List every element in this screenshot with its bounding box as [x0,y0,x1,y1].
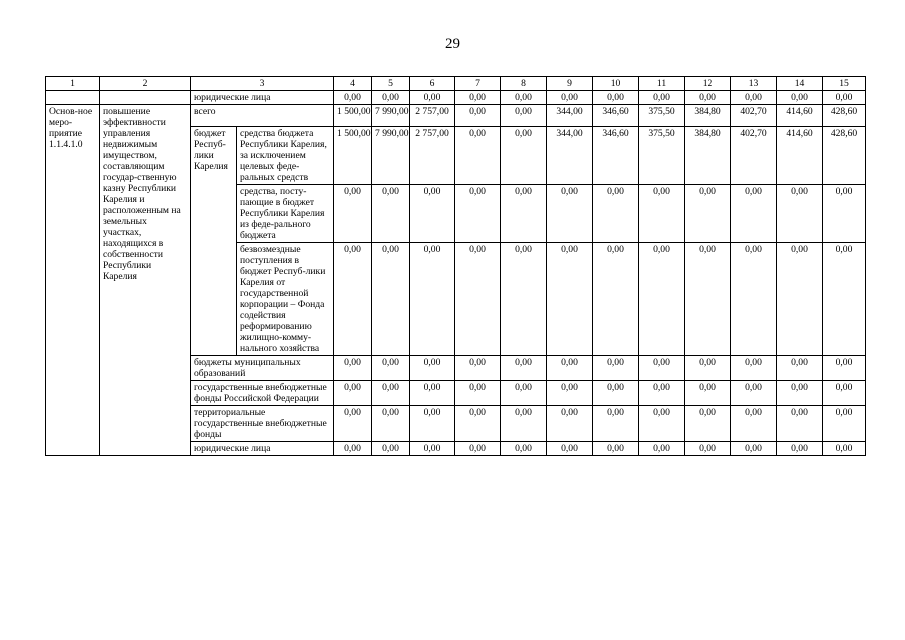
value-cell: 0,00 [593,185,639,243]
value-cell: 0,00 [777,91,823,105]
value-cell: 0,00 [685,185,731,243]
header-cell: 14 [777,77,823,91]
value-cell: 0,00 [547,243,593,356]
row-label: всего [191,105,334,127]
value-cell: 402,70 [731,105,777,127]
value-cell: 0,00 [547,356,593,381]
value-cell: 0,00 [455,243,501,356]
value-cell: 2 757,00 [410,105,455,127]
value-cell: 0,00 [410,381,455,406]
value-cell: 0,00 [410,356,455,381]
value-cell: 0,00 [777,381,823,406]
value-cell: 0,00 [410,185,455,243]
value-cell: 0,00 [334,406,372,442]
value-cell: 0,00 [685,442,731,456]
value-cell: 0,00 [372,356,410,381]
value-cell: 0,00 [777,185,823,243]
value-cell: 0,00 [501,356,547,381]
value-cell: 1 500,00 [334,105,372,127]
value-cell: 0,00 [501,185,547,243]
header-cell: 2 [100,77,191,91]
value-cell: 0,00 [823,185,866,243]
value-cell: 0,00 [334,243,372,356]
value-cell: 0,00 [823,243,866,356]
header-cell: 1 [46,77,100,91]
value-cell: 0,00 [685,406,731,442]
value-cell: 428,60 [823,105,866,127]
header-cell: 15 [823,77,866,91]
row-total [46,105,866,127]
value-cell: 0,00 [547,442,593,456]
header-row [46,77,866,91]
value-cell: 0,00 [823,381,866,406]
value-cell: 414,60 [777,105,823,127]
republic-budget-label: бюджет Респуб-лики Карелия [191,127,237,356]
value-cell: 0,00 [685,91,731,105]
value-cell: 0,00 [501,243,547,356]
row-label: средства бюджета Республики Карелия, за исключением целевых феде-ральных средств [237,127,334,185]
value-cell: 0,00 [593,243,639,356]
value-cell: 0,00 [777,243,823,356]
value-cell: 0,00 [410,406,455,442]
value-cell: 0,00 [501,442,547,456]
value-cell: 0,00 [501,406,547,442]
budget-table [45,76,866,456]
value-cell: 346,60 [593,105,639,127]
header-cell: 3 [191,77,334,91]
header-cell: 12 [685,77,731,91]
row-label: государственные внебюджетные фонды Российской Федерации [191,381,334,406]
value-cell: 0,00 [547,381,593,406]
value-cell: 0,00 [455,185,501,243]
value-cell: 1 500,00 [334,127,372,185]
header-cell: 13 [731,77,777,91]
value-cell: 0,00 [372,243,410,356]
row-label: юридические лица [191,442,334,456]
value-cell: 0,00 [501,105,547,127]
value-cell: 0,00 [501,91,547,105]
value-cell: 384,80 [685,127,731,185]
value-cell: 0,00 [639,185,685,243]
value-cell: 0,00 [823,406,866,442]
value-cell: 0,00 [410,442,455,456]
value-cell: 346,60 [593,127,639,185]
value-cell: 0,00 [593,356,639,381]
value-cell: 0,00 [593,442,639,456]
header-cell: 8 [501,77,547,91]
value-cell: 0,00 [777,442,823,456]
value-cell: 0,00 [372,185,410,243]
value-cell: 0,00 [823,442,866,456]
value-cell: 0,00 [685,381,731,406]
value-cell: 0,00 [685,243,731,356]
value-cell: 0,00 [777,406,823,442]
row-label: бюджеты муниципальных образований [191,356,334,381]
value-cell: 344,00 [547,127,593,185]
value-cell: 0,00 [731,91,777,105]
value-cell: 384,80 [685,105,731,127]
value-cell: 0,00 [501,127,547,185]
value-cell: 0,00 [334,381,372,406]
value-cell: 0,00 [455,381,501,406]
header-cell: 9 [547,77,593,91]
header-cell: 7 [455,77,501,91]
value-cell: 0,00 [547,91,593,105]
value-cell: 0,00 [372,381,410,406]
value-cell: 0,00 [731,381,777,406]
value-cell: 0,00 [639,381,685,406]
row-top-legal-entities [46,91,866,105]
value-cell: 375,50 [639,105,685,127]
value-cell: 0,00 [455,91,501,105]
value-cell: 0,00 [731,185,777,243]
value-cell: 0,00 [639,243,685,356]
value-cell: 428,60 [823,127,866,185]
value-cell: 0,00 [547,406,593,442]
value-cell: 0,00 [731,442,777,456]
value-cell: 0,00 [372,406,410,442]
value-cell: 0,00 [639,356,685,381]
value-cell: 0,00 [455,442,501,456]
value-cell: 2 757,00 [410,127,455,185]
header-cell: 11 [639,77,685,91]
value-cell: 0,00 [501,381,547,406]
header-cell: 10 [593,77,639,91]
value-cell: 0,00 [547,185,593,243]
value-cell: 0,00 [593,381,639,406]
value-cell: 0,00 [593,91,639,105]
value-cell: 0,00 [639,442,685,456]
value-cell: 0,00 [455,406,501,442]
value-cell: 0,00 [823,91,866,105]
row-label: безвозмездные поступления в бюджет Респуб-лики Карелия от государственной корпорации – Фонда содействия реформированию жилищно-комму-нального хозяйства [237,243,334,356]
value-cell: 0,00 [639,406,685,442]
value-cell: 0,00 [334,185,372,243]
value-cell: 375,50 [639,127,685,185]
measure-code: Основ-ное меро-приятие 1.1.4.1.0 [46,105,100,456]
value-cell: 0,00 [410,91,455,105]
value-cell: 0,00 [593,406,639,442]
value-cell: 0,00 [455,356,501,381]
row-label: территориальные государственные внебюджетные фонды [191,406,334,442]
value-cell: 0,00 [455,105,501,127]
value-cell: 0,00 [334,356,372,381]
header-cell: 5 [372,77,410,91]
value-cell: 0,00 [455,127,501,185]
row-label: юридические лица [191,91,334,105]
value-cell: 0,00 [731,243,777,356]
value-cell: 0,00 [823,356,866,381]
value-cell: 0,00 [334,91,372,105]
value-cell: 0,00 [777,356,823,381]
value-cell: 7 990,00 [372,105,410,127]
value-cell: 0,00 [372,442,410,456]
value-cell: 0,00 [410,243,455,356]
header-cell: 6 [410,77,455,91]
value-cell: 0,00 [372,91,410,105]
value-cell: 414,60 [777,127,823,185]
header-cell: 4 [334,77,372,91]
value-cell: 0,00 [731,406,777,442]
value-cell: 0,00 [639,91,685,105]
empty-cell [100,91,191,105]
value-cell: 402,70 [731,127,777,185]
value-cell: 344,00 [547,105,593,127]
value-cell: 0,00 [685,356,731,381]
page-number: 29 [445,36,460,52]
value-cell: 0,00 [334,442,372,456]
value-cell: 7 990,00 [372,127,410,185]
value-cell: 0,00 [731,356,777,381]
empty-cell [46,91,100,105]
row-label: средства, посту-пающие в бюджет Республики Карелия из феде-рального бюджета [237,185,334,243]
measure-name: повышение эффективности управления недвижимым имуществом, составляющим государ-ственную казну Республики Карелия и расположенным на земельных участках, находящихся в собственности Республики Карелия [100,105,191,456]
